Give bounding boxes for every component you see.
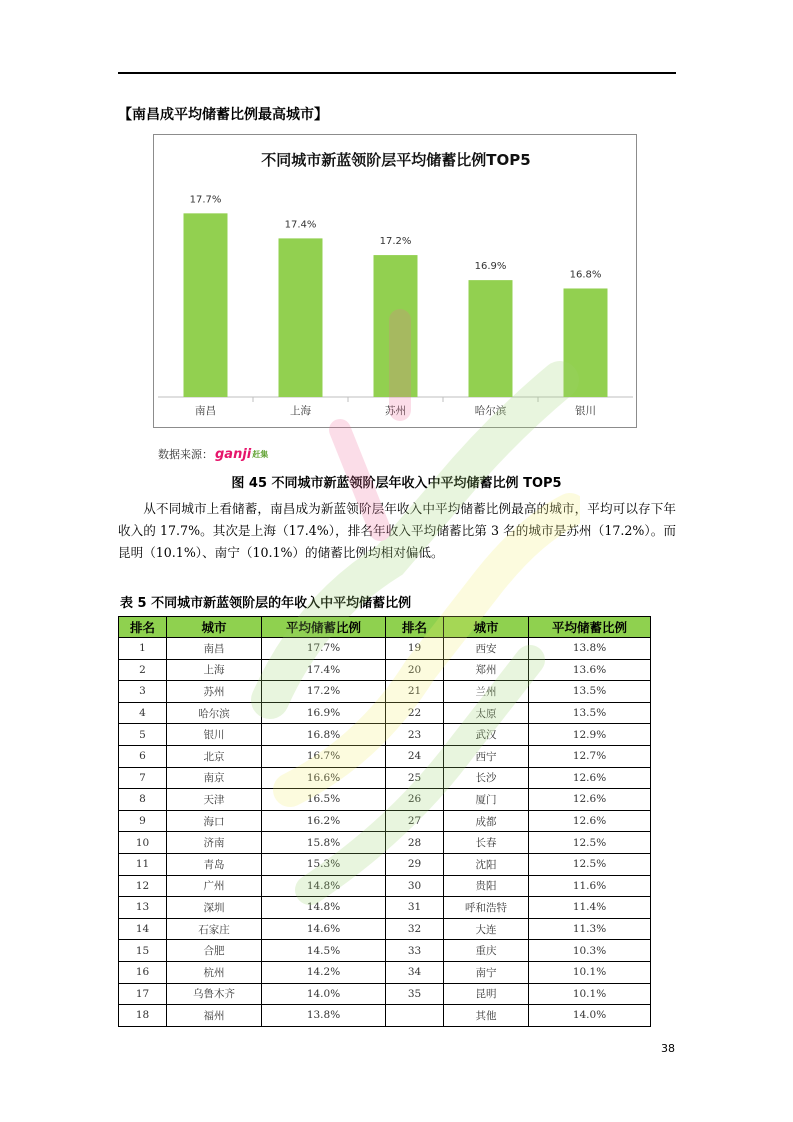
cell-rank-2 bbox=[386, 1005, 444, 1027]
cell-city: 济南 bbox=[167, 832, 262, 854]
table-row bbox=[119, 983, 651, 1005]
data-source bbox=[158, 446, 268, 462]
cell-rank-2: 23 bbox=[386, 724, 444, 746]
table-header-row bbox=[119, 617, 651, 638]
data-label: 17.2% bbox=[379, 236, 412, 248]
cell-city: 南京 bbox=[167, 767, 262, 789]
cell-ratio-2: 13.5% bbox=[529, 702, 651, 724]
cell-ratio: 16.2% bbox=[262, 810, 386, 832]
cell-ratio: 17.4% bbox=[262, 659, 386, 681]
cell-city-2: 贵阳 bbox=[444, 875, 529, 897]
cell-city-2: 武汉 bbox=[444, 724, 529, 746]
cell-ratio: 16.5% bbox=[262, 789, 386, 811]
cell-city-2: 沈阳 bbox=[444, 853, 529, 875]
cell-city: 乌鲁木齐 bbox=[167, 983, 262, 1005]
chart-title: 不同城市新蓝领阶层平均储蓄比例TOP5 bbox=[261, 151, 531, 169]
cell-rank: 8 bbox=[119, 789, 167, 811]
ganji-logo-sub: 赶集 bbox=[252, 449, 269, 459]
table-row bbox=[119, 1005, 651, 1027]
cell-rank: 11 bbox=[119, 853, 167, 875]
cell-rank-2: 24 bbox=[386, 745, 444, 767]
cell-ratio-2: 14.0% bbox=[529, 1005, 651, 1027]
col-city-2: 城市 bbox=[444, 617, 529, 638]
cell-city-2: 呼和浩特 bbox=[444, 897, 529, 919]
table-row bbox=[119, 961, 651, 983]
cell-ratio-2: 12.7% bbox=[529, 745, 651, 767]
cell-city-2: 厦门 bbox=[444, 789, 529, 811]
data-label: 16.8% bbox=[569, 269, 602, 281]
cell-ratio-2: 12.5% bbox=[529, 832, 651, 854]
cell-ratio: 14.2% bbox=[262, 961, 386, 983]
cell-rank-2: 35 bbox=[386, 983, 444, 1005]
cell-city-2: 太原 bbox=[444, 702, 529, 724]
col-rank-2: 排名 bbox=[386, 617, 444, 638]
cell-rank-2: 21 bbox=[386, 681, 444, 703]
cell-ratio: 13.8% bbox=[262, 1005, 386, 1027]
cell-rank-2: 19 bbox=[386, 638, 444, 660]
category-label: 南昌 bbox=[195, 405, 216, 417]
category-label: 苏州 bbox=[385, 405, 406, 417]
cell-rank-2: 34 bbox=[386, 961, 444, 983]
page-number: 38 bbox=[661, 1042, 675, 1055]
table-row bbox=[119, 659, 651, 681]
cell-ratio: 14.6% bbox=[262, 918, 386, 940]
table-row bbox=[119, 789, 651, 811]
table-row bbox=[119, 724, 651, 746]
cell-city-2: 其他 bbox=[444, 1005, 529, 1027]
table-row bbox=[119, 681, 651, 703]
header-rule bbox=[118, 72, 676, 74]
data-label: 17.7% bbox=[189, 194, 222, 206]
cell-rank: 16 bbox=[119, 961, 167, 983]
table-row bbox=[119, 853, 651, 875]
cell-city-2: 南宁 bbox=[444, 961, 529, 983]
cell-rank-2: 25 bbox=[386, 767, 444, 789]
bar bbox=[564, 288, 608, 397]
cell-ratio-2: 10.3% bbox=[529, 940, 651, 962]
cell-ratio-2: 12.6% bbox=[529, 767, 651, 789]
body-paragraph: 从不同城市上看储蓄，南昌成为新蓝领阶层年收入中平均储蓄比例最高的城市，平均可以存下年收入的 17.7%。其次是上海（17.4%），排名年收入平均储蓄比第 3 名的城市是苏州（17.2%）。而昆明（10.1%）、南宁（10.1%）的储蓄比例均相对偏低。 bbox=[118, 501, 676, 560]
cell-city: 合肥 bbox=[167, 940, 262, 962]
cell-city-2: 昆明 bbox=[444, 983, 529, 1005]
cell-city-2: 郑州 bbox=[444, 659, 529, 681]
cell-city-2: 大连 bbox=[444, 918, 529, 940]
cell-rank-2: 30 bbox=[386, 875, 444, 897]
cell-rank-2: 33 bbox=[386, 940, 444, 962]
cell-rank-2: 32 bbox=[386, 918, 444, 940]
cell-ratio: 17.7% bbox=[262, 638, 386, 660]
cell-city: 广州 bbox=[167, 875, 262, 897]
cell-ratio-2: 12.6% bbox=[529, 810, 651, 832]
cell-rank: 10 bbox=[119, 832, 167, 854]
table-row bbox=[119, 638, 651, 660]
table-row bbox=[119, 875, 651, 897]
table-caption: 表 5 不同城市新蓝领阶层的年收入中平均储蓄比例 bbox=[120, 596, 412, 611]
category-label: 银川 bbox=[575, 405, 596, 417]
cell-city: 福州 bbox=[167, 1005, 262, 1027]
table-row bbox=[119, 832, 651, 854]
data-label: 16.9% bbox=[474, 261, 507, 273]
cell-ratio-2: 12.5% bbox=[529, 853, 651, 875]
cell-rank-2: 20 bbox=[386, 659, 444, 681]
cell-rank: 13 bbox=[119, 897, 167, 919]
table-row bbox=[119, 940, 651, 962]
table-row bbox=[119, 745, 651, 767]
cell-rank: 9 bbox=[119, 810, 167, 832]
cell-ratio: 14.8% bbox=[262, 875, 386, 897]
cell-city: 南昌 bbox=[167, 638, 262, 660]
bar bbox=[184, 213, 228, 397]
cell-ratio: 14.8% bbox=[262, 897, 386, 919]
cell-city: 银川 bbox=[167, 724, 262, 746]
cell-ratio: 16.7% bbox=[262, 745, 386, 767]
cell-ratio-2: 12.9% bbox=[529, 724, 651, 746]
cell-city: 上海 bbox=[167, 659, 262, 681]
data-label: 17.4% bbox=[284, 219, 317, 231]
col-ratio-2: 平均储蓄比例 bbox=[529, 617, 651, 638]
bar bbox=[374, 255, 418, 397]
cell-ratio-2: 11.6% bbox=[529, 875, 651, 897]
ganji-logo: ganji bbox=[215, 446, 252, 462]
cell-city-2: 兰州 bbox=[444, 681, 529, 703]
cell-city: 苏州 bbox=[167, 681, 262, 703]
cell-city-2: 西安 bbox=[444, 638, 529, 660]
table-body bbox=[119, 638, 651, 1027]
cell-ratio-2: 11.4% bbox=[529, 897, 651, 919]
cell-rank: 15 bbox=[119, 940, 167, 962]
cell-rank-2: 31 bbox=[386, 897, 444, 919]
category-label: 上海 bbox=[290, 405, 311, 417]
cell-city-2: 成都 bbox=[444, 810, 529, 832]
cell-rank: 2 bbox=[119, 659, 167, 681]
cell-city: 石家庄 bbox=[167, 918, 262, 940]
cell-city-2: 长沙 bbox=[444, 767, 529, 789]
cell-ratio: 16.8% bbox=[262, 724, 386, 746]
cell-ratio: 16.6% bbox=[262, 767, 386, 789]
section-heading: 【南昌成平均储蓄比例最高城市】 bbox=[118, 107, 328, 123]
cell-ratio: 16.9% bbox=[262, 702, 386, 724]
cell-city: 天津 bbox=[167, 789, 262, 811]
col-rank: 排名 bbox=[119, 617, 167, 638]
figure-caption: 图 45 不同城市新蓝领阶层年收入中平均储蓄比例 TOP5 bbox=[231, 476, 562, 491]
cell-ratio-2: 11.3% bbox=[529, 918, 651, 940]
cell-rank: 4 bbox=[119, 702, 167, 724]
cell-rank: 12 bbox=[119, 875, 167, 897]
col-ratio: 平均储蓄比例 bbox=[262, 617, 386, 638]
cell-rank: 14 bbox=[119, 918, 167, 940]
cell-rank: 1 bbox=[119, 638, 167, 660]
cell-rank: 7 bbox=[119, 767, 167, 789]
table-row bbox=[119, 767, 651, 789]
table-row bbox=[119, 918, 651, 940]
cell-ratio-2: 10.1% bbox=[529, 961, 651, 983]
cell-ratio: 14.0% bbox=[262, 983, 386, 1005]
table-row bbox=[119, 810, 651, 832]
cell-ratio: 17.2% bbox=[262, 681, 386, 703]
cell-ratio-2: 13.8% bbox=[529, 638, 651, 660]
cell-rank-2: 22 bbox=[386, 702, 444, 724]
cell-rank-2: 29 bbox=[386, 853, 444, 875]
cell-rank: 3 bbox=[119, 681, 167, 703]
cell-city: 杭州 bbox=[167, 961, 262, 983]
cell-city-2: 长春 bbox=[444, 832, 529, 854]
cell-city: 青岛 bbox=[167, 853, 262, 875]
cell-ratio-2: 12.6% bbox=[529, 789, 651, 811]
cell-ratio-2: 13.5% bbox=[529, 681, 651, 703]
cell-ratio: 15.8% bbox=[262, 832, 386, 854]
cell-city: 哈尔滨 bbox=[167, 702, 262, 724]
cell-rank: 18 bbox=[119, 1005, 167, 1027]
table-row bbox=[119, 702, 651, 724]
cell-rank-2: 27 bbox=[386, 810, 444, 832]
cell-rank: 6 bbox=[119, 745, 167, 767]
cell-ratio: 15.3% bbox=[262, 853, 386, 875]
cell-city-2: 西宁 bbox=[444, 745, 529, 767]
table-row bbox=[119, 897, 651, 919]
savings-table bbox=[118, 616, 651, 1027]
cell-rank: 17 bbox=[119, 983, 167, 1005]
bar bbox=[469, 280, 513, 397]
cell-ratio-2: 10.1% bbox=[529, 983, 651, 1005]
cell-ratio: 14.5% bbox=[262, 940, 386, 962]
cell-ratio-2: 13.6% bbox=[529, 659, 651, 681]
cell-rank: 5 bbox=[119, 724, 167, 746]
cell-city: 北京 bbox=[167, 745, 262, 767]
col-city: 城市 bbox=[167, 617, 262, 638]
cell-city: 深圳 bbox=[167, 897, 262, 919]
bar-chart bbox=[153, 134, 637, 428]
source-label: 数据来源： bbox=[158, 448, 213, 461]
cell-city-2: 重庆 bbox=[444, 940, 529, 962]
cell-rank-2: 26 bbox=[386, 789, 444, 811]
cell-city: 海口 bbox=[167, 810, 262, 832]
cell-rank-2: 28 bbox=[386, 832, 444, 854]
chart-canvas bbox=[154, 135, 638, 429]
category-label: 哈尔滨 bbox=[474, 405, 507, 417]
bar bbox=[279, 238, 323, 397]
